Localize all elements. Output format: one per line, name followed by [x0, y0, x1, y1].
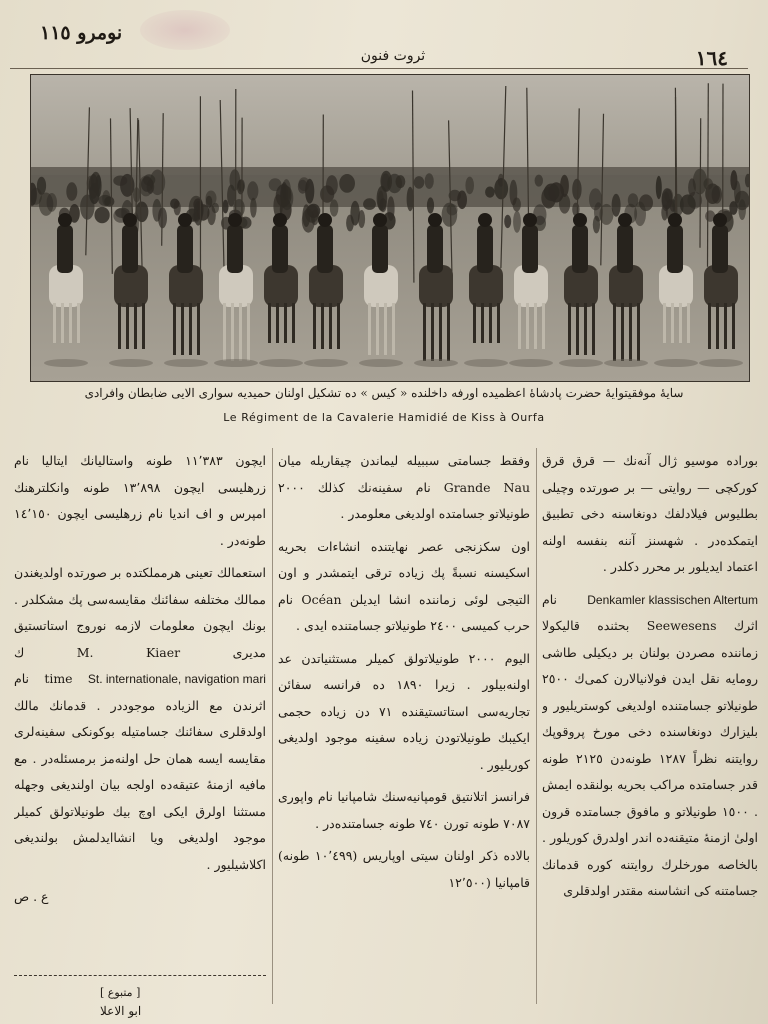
text-line: Grande Nau نام سفینه‌نك کذلك ٢٠٠٠	[278, 479, 530, 495]
text-line: فرانسز اتلانتیق قومپانیه‌سنك شامپانیا	[337, 789, 530, 804]
photo-caption-turkish: سایهٔ موفقیتوایهٔ حضرت پادشاهٔ اعظمیده اورفه داخلنده « کیس » ده تشکیل اولنان حمیدیه سواری الایی ضابطان وافرادی	[84, 386, 684, 400]
photo-caption-french: Le Régiment de la Cavalerie Hamidié de Kiss à Ourfa	[223, 411, 545, 424]
text-line: Denkamler klassischen Altertum	[587, 592, 758, 607]
text-line: امپرس و اف انديا نام زرهلیسی ایچون	[57, 506, 266, 521]
paragraph	[278, 534, 530, 640]
page-header	[40, 20, 746, 70]
text-line: جسامتنه کی انشاسنه مقتدر اولدقلری	[563, 883, 758, 898]
text-line: (١٠٬٤٩٩ طونه) قامپانیا (١٢٬٥٠٠	[278, 848, 530, 890]
column-divider	[272, 448, 273, 1004]
text-line: دونغاسنده دخی مورخ پروقوپك روایتنه	[542, 724, 758, 766]
text-line: اولدیغی ویا انشاایدلمش بولندیغی اکلاشیلیور .	[14, 830, 266, 872]
text-line: جسامتنده اولدیغی کوستریلیور و بلیزارك	[542, 697, 758, 739]
text-line: قدمانك مالك اولدقلری سفائنك جسامتیله	[14, 697, 266, 739]
continued-marker: [ متبوع ]	[100, 986, 141, 999]
text-line: Océan نام حرب کمیسی ٢٤٠٠ طونیلاتو	[278, 591, 530, 633]
column-divider	[536, 448, 537, 1004]
text-line: نظراً ١٢٨٧ طونه‌دن ٢١٢٥ طونه قدر	[542, 750, 758, 792]
text-line: طونه جسامتنده‌در .	[315, 815, 416, 831]
text-line: زرهلیسی ایچون ١٣٬٨٩٨ طونه وانکلترهنك	[14, 479, 266, 495]
text-line: ١٤٬١٥٠ طونه‌در .	[14, 506, 266, 548]
text-line: اون سکزنجی عصر نهایتنده انشاءات	[317, 538, 530, 554]
text-column-left	[14, 448, 266, 1004]
cavalry-photo-illustration	[31, 75, 749, 381]
text-line: نام اثرك Seewesens بحثنده قالیکولا زماننده	[542, 591, 758, 660]
text-line: ١٥٠٠ طونیلاتو و مافوق جسامتده	[575, 803, 749, 819]
paragraph	[14, 448, 266, 554]
text-line: و اون التیجی لوئی زماننده انشا ایدیلن	[278, 565, 530, 607]
text-line: وفقط جسامتی سببیله لیماندن چیقاریله میان	[278, 453, 530, 468]
paragraph	[542, 448, 758, 581]
text-line: طونیلاتو جسامتده اولدیغی معلومدر .	[340, 506, 530, 521]
text-line: تجاریه‌سی استاتستیقنده ٧١ دن زیاده حجمی	[278, 703, 530, 719]
text-line: نام واپوری ٧٠٨٧ طونه تورن ٧٤٠	[278, 789, 530, 831]
text-line: وچیلی بطلیوس فیلادلفك دونغاسنه دخی	[542, 479, 758, 521]
text-line: قرون اولیٰ ازمنهٔ متیقنه‌ده اندر اولدرق کوریلور .	[542, 803, 758, 845]
text-line: ایکی اوچ بیك طونیلاتولق کمیلر موجود	[14, 803, 266, 845]
text-column-middle	[278, 448, 530, 1004]
text-line: ایچون ١١٬٣٨٣ طونه واستالیانك ایتالیا نام	[14, 453, 266, 468]
text-line: بحریه اسکیسنه نسبةً پك زیاده ترقی ایتمشدر	[278, 538, 530, 580]
section-divider	[14, 975, 266, 976]
text-line: عد اولنه‌بیلور . زیرا ١٨٩٠ ده فرانسه سفائن	[278, 650, 530, 692]
text-line: اولدیغی کوریلیور .	[278, 730, 530, 772]
paragraph	[278, 448, 530, 528]
header-rule	[10, 68, 748, 69]
author-initials	[14, 884, 266, 911]
cavalry-photograph	[30, 74, 750, 382]
paragraph	[14, 560, 266, 878]
text-line: تطبیق ایتمکده‌در . شهسنز آننه بنفسه	[542, 506, 758, 548]
text-line: ایکیبك طونیلاتودن زیاده سفینه موجود	[324, 730, 530, 745]
text-line: جسامتده مراکب بحریه بولنقده ایمش .	[542, 777, 758, 819]
text-line: ع . ص	[14, 889, 49, 904]
text-line: اولنه‌مز برمسئله‌در . مع مافیه ازمنهٔ عتیقه‌ده	[14, 750, 266, 792]
paragraph	[278, 646, 530, 779]
paragraph	[278, 784, 530, 837]
text-line: St. internationale, navigation mari	[87, 672, 266, 686]
text-column-right	[542, 448, 758, 1004]
text-line: بوراده موسیو ژال آنه‌نك — قرق	[572, 453, 758, 468]
journal-title: ثروت فنون	[360, 48, 426, 64]
text-line: ایدن فولانیالارن کمی‌ك ٢٥٠٠ طونیلاتو	[542, 671, 758, 713]
paragraph	[278, 843, 530, 896]
text-line: نوروج استاتستیق مدیری M. Kiaer ك	[14, 618, 266, 660]
text-line: استعمالك تعینی هرمملکتده بر صورتده	[67, 565, 266, 580]
text-line: بالاده ذکر اولنان سیتی اوپاریس	[362, 848, 530, 863]
next-article-heading: ابو الاعلا	[100, 1004, 142, 1018]
text-line: اولجه بیان اولندیغی وجهله مستثنا اولرق	[14, 777, 266, 819]
page-number: ١٦٤	[695, 46, 728, 70]
text-line: جسامتنده ایدی .	[296, 618, 382, 633]
text-line: اولدیغندن ممالك مختلفه سفائنك مقایسه‌سی	[14, 565, 266, 607]
text-line: بوکونکی سفینه‌لری مقایسه ایسه همان حل	[14, 724, 266, 766]
issue-label: نومرو ١١٥	[40, 22, 123, 44]
text-line: الیوم ٢٠٠٠ طونیلاتولق کمیلر مستثنیاتدن	[301, 650, 530, 666]
text-line: بالخاصه مورخلرك روایتنه کوره قدمانك	[542, 856, 758, 872]
text-line: مصردن بولنان بر دیکیلی طاشی رومایه نقل	[542, 644, 758, 686]
text-line: time نام اثرندن مع الزیاده موجوددر .	[14, 671, 266, 713]
text-line: اولنه اعتماد ایدیلور بر محرر دکلدر .	[542, 532, 758, 574]
text-line: پك مشکلدر . بونك ایچون معلومات لازمه	[14, 591, 266, 633]
text-line: قرق کورکچی — روایتی — بر صورتده	[542, 453, 758, 495]
paragraph	[542, 587, 758, 905]
